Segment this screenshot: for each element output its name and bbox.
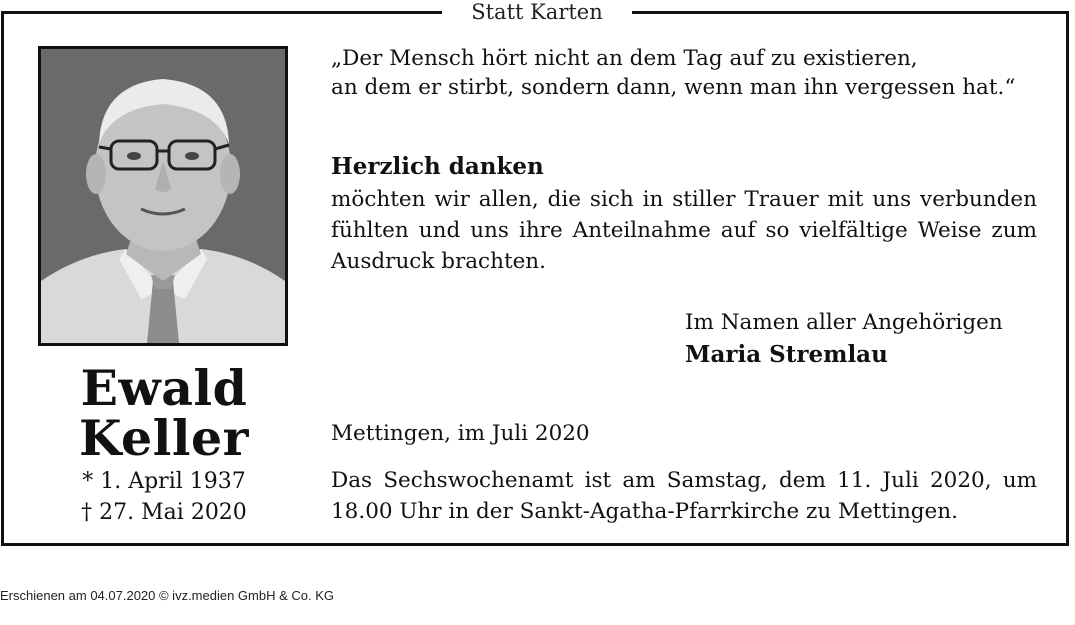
portrait-photo	[38, 46, 288, 346]
header-label: Statt Karten	[442, 0, 632, 24]
thanks-body: möchten wir allen, die sich in stiller Trauer mit uns verbunden fühlten und uns ihre Anteilnahme auf so vielfältige Weise zum Ausdruck brachten.	[331, 187, 1037, 274]
birth-date: * 1. April 1937	[82, 469, 246, 494]
mass-announcement: Das Sechswochenamt ist am Samstag, dem 11. Juli 2020, um 18.00 Uhr in der Sankt-Agatha-Pfarrkirche zu Mettingen.	[331, 468, 1037, 524]
death-date: † 27. Mai 2020	[81, 500, 247, 525]
first-name: Ewald	[80, 359, 248, 417]
quote-line-1: „Der Mensch hört nicht an dem Tag auf zu existieren,	[331, 46, 918, 71]
quote	[331, 44, 1041, 102]
place-date: Mettingen, im Juli 2020	[331, 421, 590, 446]
deceased-name	[40, 359, 288, 467]
signature-line: Im Namen aller Angehörigen	[685, 310, 1003, 335]
signature-name: Maria Stremlau	[685, 341, 888, 368]
quote-line-2: an dem er stirbt, sondern dann, wenn man ihn vergessen hat.“	[331, 75, 1016, 100]
publication-footer: Erschienen am 04.07.2020 © ivz.medien GmbH & Co. KG	[0, 588, 335, 603]
life-dates	[40, 466, 288, 528]
last-name: Keller	[79, 409, 249, 467]
thanks-title: Herzlich danken	[331, 153, 544, 180]
